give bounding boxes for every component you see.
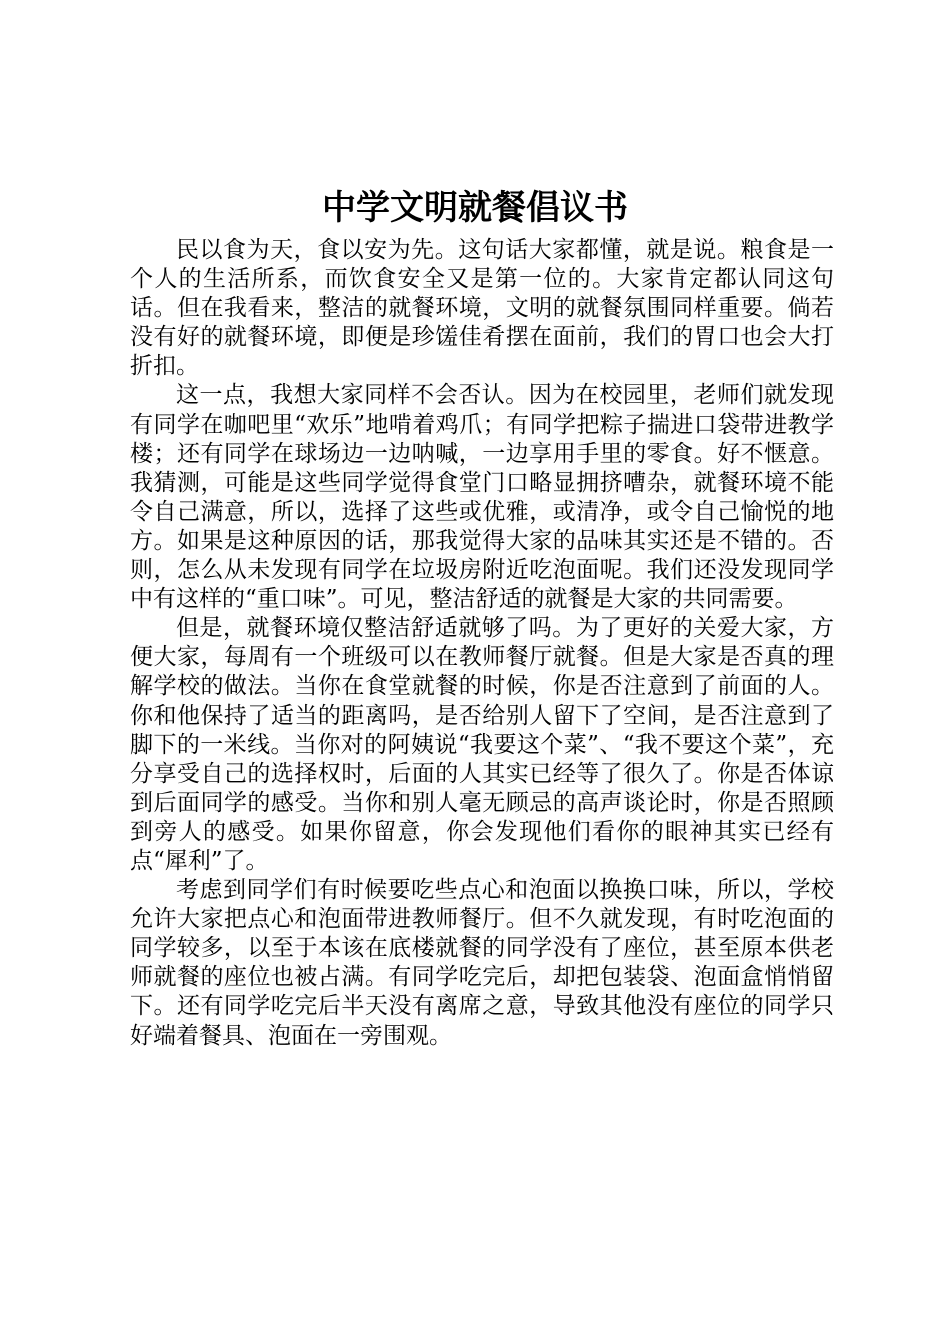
paragraph: 这一点，我想大家同样不会否认。因为在校园里，老师们就发现有同学在咖吧里“欢乐”地啃着鸡爪；有同学把粽子揣进口袋带进教学楼；还有同学在球场边一边呐喊，一边享用手里的零食。好不惬意。我猜测，可能是这些同学觉得食堂门口略显拥挤嘈杂，就餐环境不能令自己满意，所以，选择了这些或优雅，或清净，或令自己愉悦的地方。如果是这种原因的话，那我觉得大家的品味其实还是不错的。否则，怎么从未发现有同学在垃圾房附近吃泡面呢。我们还没发现同学中有这样的“重口味”。可见，整洁舒适的就餐是大家的共同需要。 — [130, 382, 834, 613]
paragraph: 但是，就餐环境仅整洁舒适就够了吗。为了更好的关爱大家，方便大家，每周有一个班级可以在教师餐厅就餐。但是大家是否真的理解学校的做法。当你在食堂就餐的时候，你是否注意到了前面的人。你和他保持了适当的距离吗，是否给别人留下了空间，是否注意到了脚下的一米线。当你对的阿姨说“我要这个菜”、“我不要这个菜”，充分享受自己的选择权时，后面的人其实已经等了很久了。你是否体谅到后面同学的感受。当你和别人毫无顾忌的高声谈论时，你是否照顾到旁人的感受。如果你留意，你会发现他们看你的眼神其实已经有点“犀利”了。 — [130, 615, 834, 874]
document-title: 中学文明就餐倡议书 — [322, 188, 628, 228]
paragraph: 民以食为天，食以安为先。这句话大家都懂，就是说。粮食是一个人的生活所系，而饮食安全又是第一位的。大家肯定都认同这句话。但在我看来，整洁的就餐环境，文明的就餐氛围同样重要。倘若没有好的就餐环境，即便是珍馐佳肴摆在面前，我们的胃口也会大打折扣。 — [130, 237, 834, 380]
paragraph: 考虑到同学们有时候要吃些点心和泡面以换换口味，所以，学校允许大家把点心和泡面带进教师餐厅。但不久就发现，有时吃泡面的同学较多，以至于本该在底楼就餐的同学没有了座位，甚至原本供老师就餐的座位也被占满。有同学吃完后，却把包装袋、泡面盒悄悄留下。还有同学吃完后半天没有离席之意，导致其他没有座位的同学只好端着餐具、泡面在一旁围观。 — [130, 877, 834, 1049]
document-body — [130, 236, 834, 1051]
